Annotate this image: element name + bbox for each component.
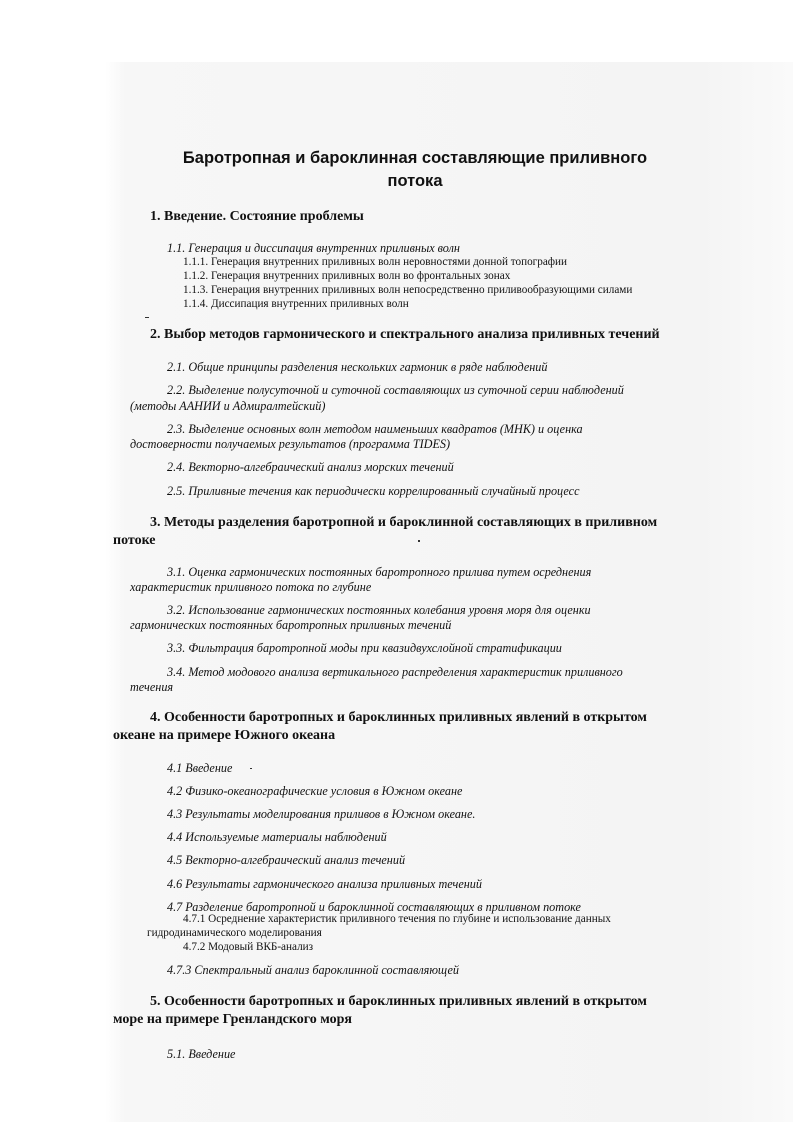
section-3-1-line-2: характеристик приливного потока по глубине [130, 580, 372, 594]
section-2-5: 2.5. Приливные течения как периодически коррелированный случайный процесс [167, 484, 580, 498]
section-4-2: 4.2 Физико-океанографические условия в Южном океане [167, 784, 463, 798]
section-3-2-line-2: гармонических постоянных баротропных приливных течений [130, 618, 452, 632]
section-1-1-1: 1.1.1. Генерация внутренних приливных волн неровностями донной топографии [183, 256, 568, 268]
section-4-7-1-line-2: гидродинамического моделирования [147, 927, 322, 939]
section-4-1: 4.1 Введение [167, 761, 233, 775]
section-2-3-line-1: 2.3. Выделение основных волн методом наименьших квадратов (МНК) и оценка [167, 422, 583, 436]
scan-speck [250, 768, 252, 769]
section-4-7-2: 4.7.2 Модовый ВКБ-анализ [183, 941, 314, 953]
section-3-1-line-1: 3.1. Оценка гармонических постоянных баротропного прилива путем осреднения [167, 565, 592, 579]
section-1-1: 1.1. Генерация и диссипация внутренних приливных волн [167, 241, 460, 255]
section-3-4-line-1: 3.4. Метод модового анализа вертикального распределения характеристик приливного [167, 665, 623, 679]
section-4-4: 4.4 Используемые материалы наблюдений [167, 830, 387, 844]
title-line-1: Баротропная и бароклинная составляющие приливного [182, 149, 648, 167]
section-1-1-2: 1.1.2. Генерация внутренних приливных волн во фронтальных зонах [183, 270, 511, 282]
scan-speck [145, 317, 149, 318]
section-4-3: 4.3 Результаты моделирования приливов в Южном океане. [167, 807, 476, 821]
section-2-2-line-2: (методы ААНИИ и Адмиралтейский) [130, 399, 326, 413]
section-4-7-1-line-1: 4.7.1 Осреднение характеристик приливного течения по глубине и использование данных [183, 913, 611, 925]
scan-speck [418, 540, 420, 542]
section-3-4-line-2: течения [130, 680, 174, 694]
section-5-1: 5.1. Введение [167, 1047, 236, 1061]
chapter-5-heading-line-2: море на примере Гренландского моря [113, 1012, 352, 1027]
chapter-4-heading-line-1: 4. Особенности баротропных и бароклинных приливных явлений в открытом [150, 710, 647, 725]
chapter-2-heading: 2. Выбор методов гармонического и спектрального анализа приливных течений [150, 327, 660, 342]
chapter-3-heading-line-2: потоке [113, 533, 156, 548]
section-4-6: 4.6 Результаты гармонического анализа приливных течений [167, 877, 482, 891]
section-1-1-3: 1.1.3. Генерация внутренних приливных волн непосредственно приливообразующими силами [183, 284, 633, 296]
section-2-1: 2.1. Общие принципы разделения нескольких гармоник в ряде наблюдений [167, 360, 548, 374]
document-title [140, 147, 690, 193]
section-2-2-line-1: 2.2. Выделение полусуточной и суточной составляющих из суточной серии наблюдений [167, 383, 624, 397]
chapter-4-heading-line-2: океане на примере Южного океана [113, 728, 336, 743]
section-4-5: 4.5 Векторно-алгебраический анализ течений [167, 853, 406, 867]
section-3-3: 3.3. Фильтрация баротропной моды при квазидвухслойной стратификации [167, 641, 562, 655]
section-4-7: 4.7 Разделение баротропной и бароклинной составляющих в приливном потоке [167, 900, 581, 914]
chapter-5-heading-line-1: 5. Особенности баротропных и бароклинных приливных явлений в открытом [150, 994, 647, 1009]
chapter-1-heading: 1. Введение. Состояние проблемы [150, 209, 364, 224]
section-3-2-line-1: 3.2. Использование гармонических постоянных колебания уровня моря для оценки [167, 603, 591, 617]
section-2-3-line-2: достоверности получаемых результатов (программа TIDES) [130, 437, 451, 451]
section-4-7-3: 4.7.3 Спектральный анализ бароклинной составляющей [167, 963, 459, 977]
section-1-1-4: 1.1.4. Диссипация внутренних приливных волн [183, 298, 409, 310]
title-line-2: потока [387, 172, 443, 190]
chapter-3-heading-line-1: 3. Методы разделения баротропной и бароклинной составляющих в приливном [150, 515, 658, 530]
section-2-4: 2.4. Векторно-алгебраический анализ морских течений [167, 460, 454, 474]
